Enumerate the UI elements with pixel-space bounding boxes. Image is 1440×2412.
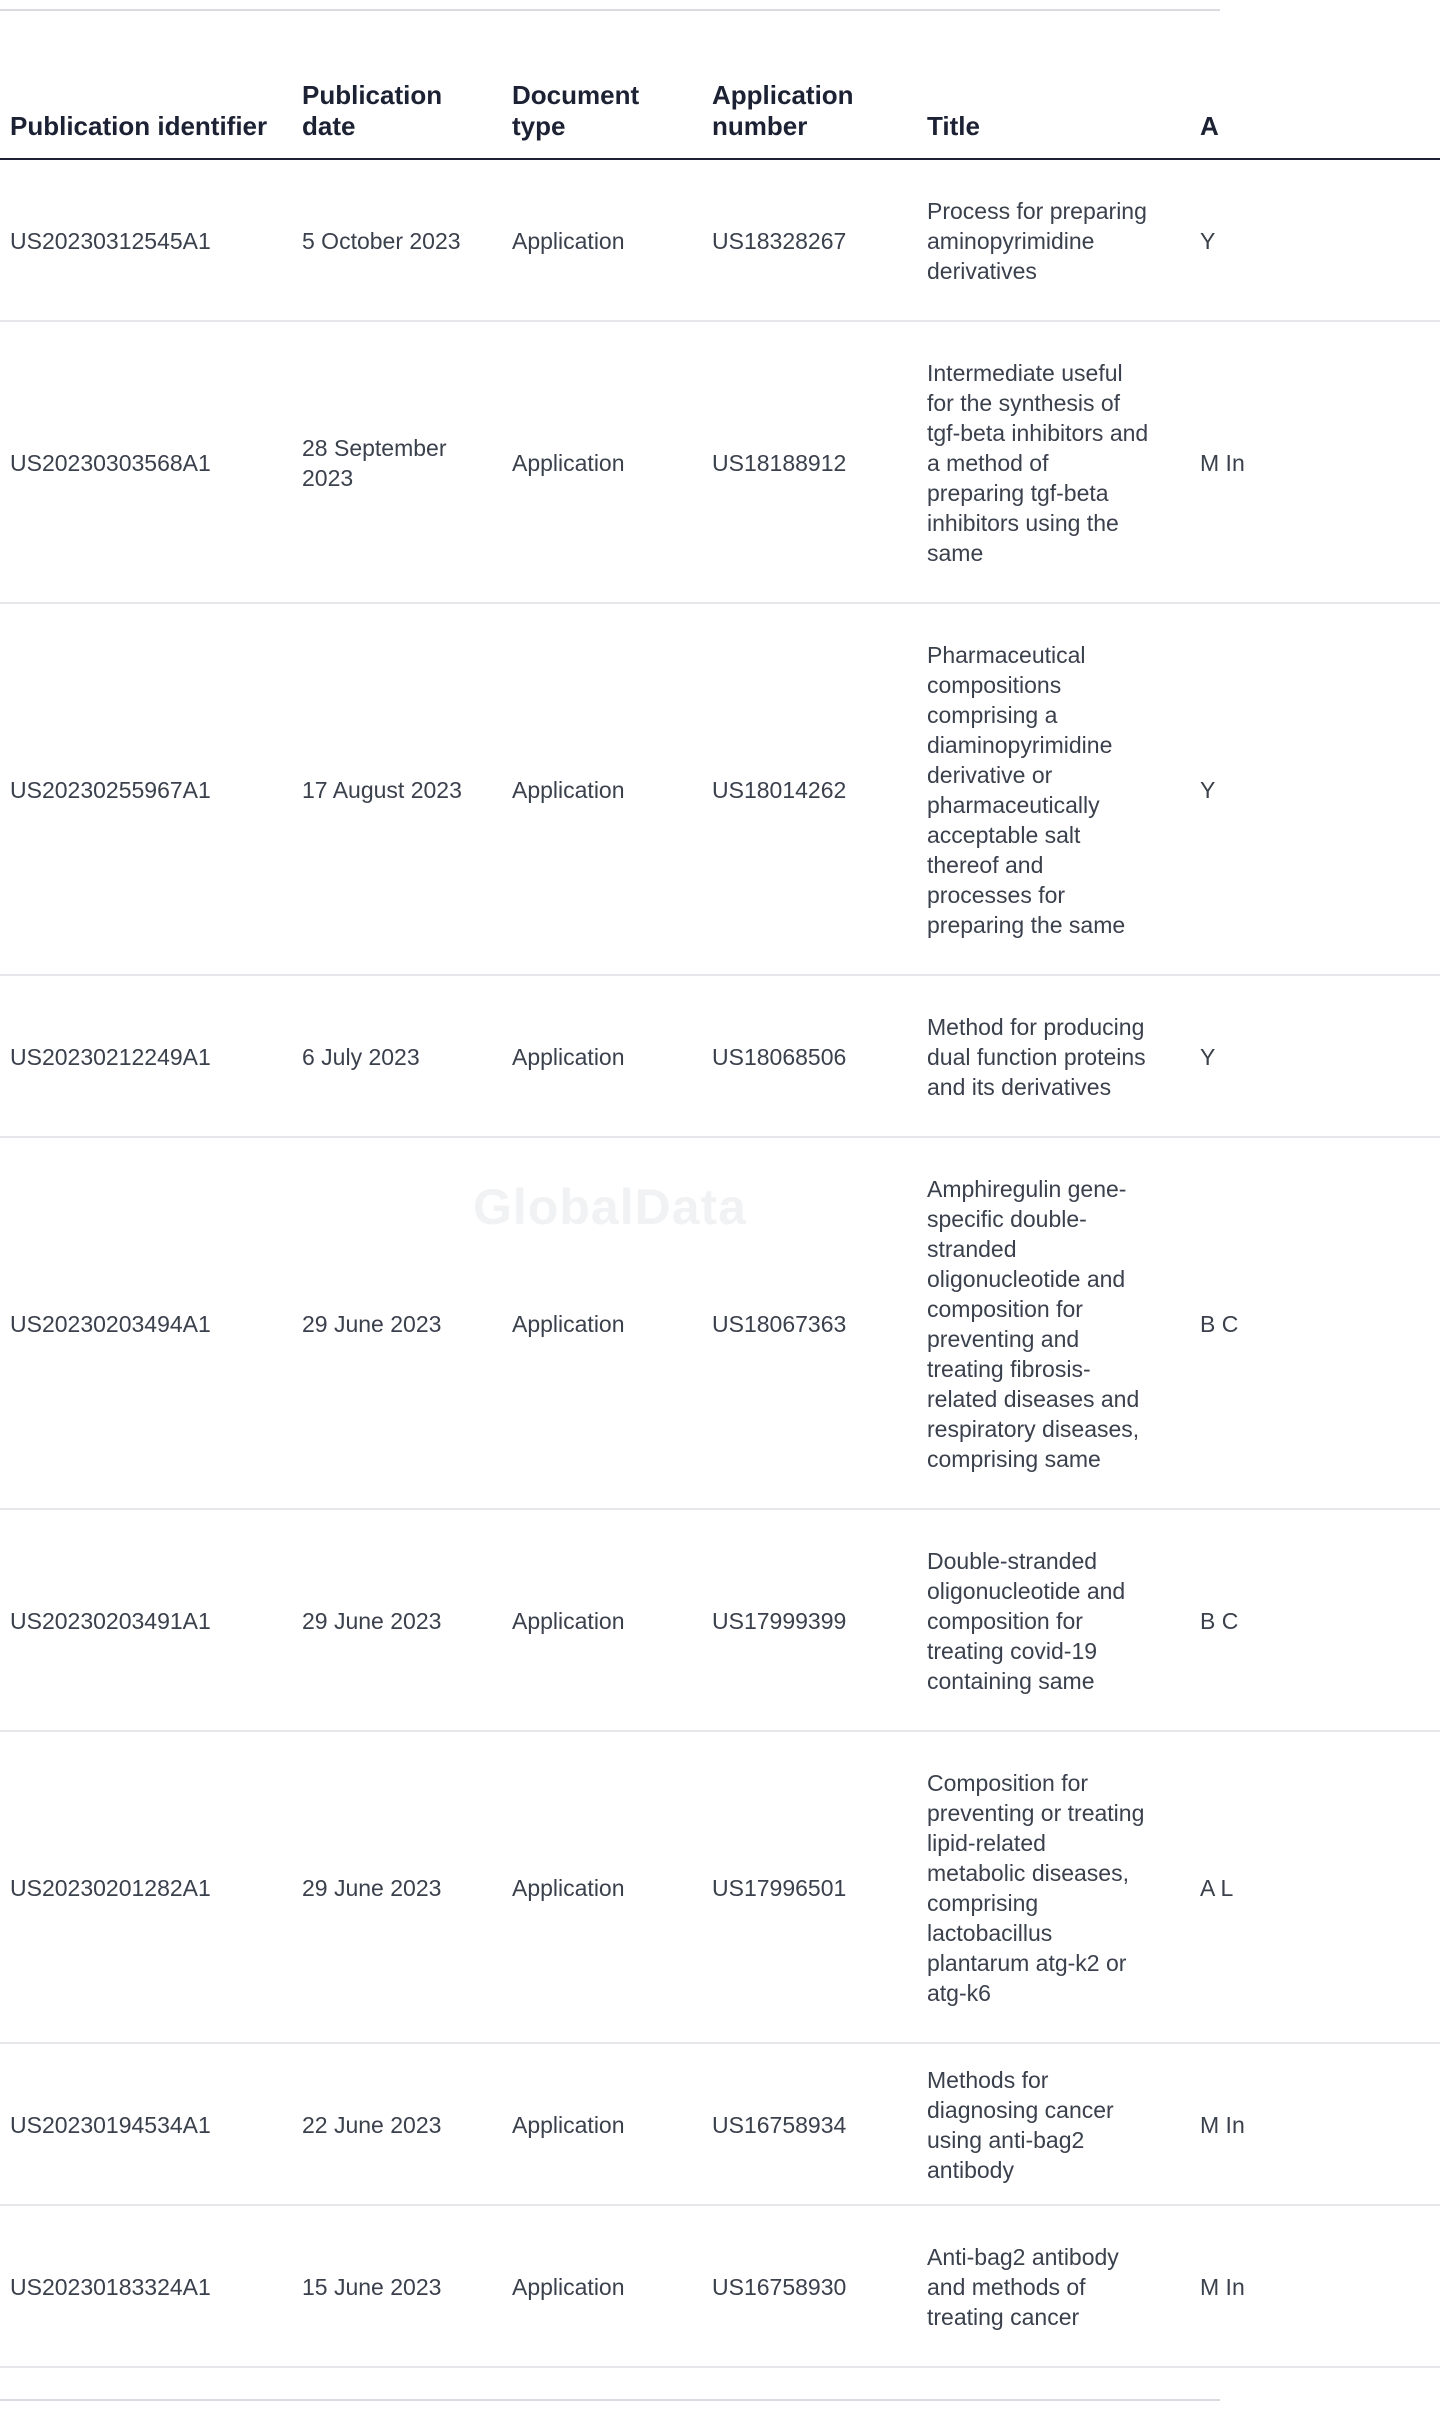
table-row <box>0 1137 1440 1509</box>
cell-truncated: M In <box>1190 2205 1440 2367</box>
cell-truncated: A L <box>1190 1731 1440 2043</box>
cell-truncated: M In <box>1190 321 1440 603</box>
cell-publication-date: 29 June 2023 <box>292 1731 502 2043</box>
cell-truncated: Y <box>1190 159 1440 321</box>
cell-document-type: Application <box>502 2205 702 2367</box>
cell-publication-identifier: US20230201282A1 <box>0 1731 292 2043</box>
cell-document-type: Application <box>502 975 702 1137</box>
header-title: Title <box>917 58 1190 159</box>
cell-publication-date: 17 August 2023 <box>292 603 502 975</box>
cell-publication-date: 15 June 2023 <box>292 2205 502 2367</box>
header-document-type: Document type <box>502 58 702 159</box>
cell-title: Methods for diagnosing cancer using anti-bag2 antibody <box>917 2043 1190 2205</box>
cell-publication-identifier: US20230303568A1 <box>0 321 292 603</box>
cell-document-type: Application <box>502 603 702 975</box>
cell-application-number: US18014262 <box>702 603 917 975</box>
cell-publication-identifier: US20230255967A1 <box>0 603 292 975</box>
cell-application-number: US18188912 <box>702 321 917 603</box>
cell-truncated: M In <box>1190 2043 1440 2205</box>
cell-publication-identifier: US20230183324A1 <box>0 2205 292 2367</box>
cell-truncated: Y <box>1190 603 1440 975</box>
table-header-row <box>0 58 1440 159</box>
cell-title: Pharmaceutical compositions comprising a diaminopyrimidine derivative or pharmaceutically acceptable salt thereof and processes for preparing the same <box>917 603 1190 975</box>
header-publication-date: Publication date <box>292 58 502 159</box>
cell-publication-date: 22 June 2023 <box>292 2043 502 2205</box>
cell-title: Amphiregulin gene-specific double-stranded oligonucleotide and composition for preventing and treating fibrosis-related diseases and respiratory diseases, comprising same <box>917 1137 1190 1509</box>
patents-table-container[interactable] <box>0 58 1245 2400</box>
cell-truncated: Y <box>1190 975 1440 1137</box>
cell-application-number: US18068506 <box>702 975 917 1137</box>
cell-document-type: Application <box>502 321 702 603</box>
cell-publication-date: 6 July 2023 <box>292 975 502 1137</box>
cell-title: Intermediate useful for the synthesis of tgf-beta inhibitors and a method of preparing tgf-beta inhibitors using the same <box>917 321 1190 603</box>
watermark: GlobalData <box>473 1179 747 1235</box>
cell-publication-identifier: US20230212249A1 <box>0 975 292 1137</box>
cell-truncated: B C <box>1190 1137 1440 1509</box>
cell-truncated: B C <box>1190 1509 1440 1731</box>
table-row <box>0 975 1440 1137</box>
header-application-number: Application number <box>702 58 917 159</box>
cell-application-number: US16758930 <box>702 2205 917 2367</box>
cell-publication-identifier: US20230312545A1 <box>0 159 292 321</box>
cell-publication-date: 5 October 2023 <box>292 159 502 321</box>
table-row <box>0 2043 1440 2205</box>
cell-title: Composition for preventing or treating lipid-related metabolic diseases, comprising lactobacillus plantarum atg-k2 or atg-k6 <box>917 1731 1190 2043</box>
table-row <box>0 2205 1440 2367</box>
cell-title: Process for preparing aminopyrimidine derivatives <box>917 159 1190 321</box>
cell-publication-date: 29 June 2023 <box>292 1509 502 1731</box>
cell-title: Anti-bag2 antibody and methods of treating cancer <box>917 2205 1190 2367</box>
cell-publication-identifier: US20230203494A1 <box>0 1137 292 1509</box>
cell-application-number: US16758934 <box>702 2043 917 2205</box>
table-row <box>0 159 1440 321</box>
header-truncated-column: A <box>1190 58 1440 159</box>
cell-title: Method for producing dual function proteins and its derivatives <box>917 975 1190 1137</box>
bottom-divider <box>0 2399 1220 2401</box>
cell-document-type: Application <box>502 1137 702 1509</box>
cell-document-type: Application <box>502 159 702 321</box>
cell-document-type: Application <box>502 1731 702 2043</box>
cell-publication-identifier: US20230194534A1 <box>0 2043 292 2205</box>
cell-publication-identifier: US20230203491A1 <box>0 1509 292 1731</box>
table-row <box>0 1509 1440 1731</box>
cell-document-type: Application <box>502 1509 702 1731</box>
cell-application-number: US18328267 <box>702 159 917 321</box>
patents-table <box>0 58 1440 2368</box>
cell-publication-date: 29 June 2023 <box>292 1137 502 1509</box>
header-publication-identifier: Publication identifier <box>0 58 292 159</box>
cell-application-number: US18067363 <box>702 1137 917 1509</box>
table-row <box>0 1731 1440 2043</box>
cell-application-number: US17999399 <box>702 1509 917 1731</box>
table-row <box>0 603 1440 975</box>
cell-application-number: US17996501 <box>702 1731 917 2043</box>
cell-document-type: Application <box>502 2043 702 2205</box>
cell-title: Double-stranded oligonucleotide and composition for treating covid-19 containing same <box>917 1509 1190 1731</box>
top-divider <box>0 0 1220 11</box>
cell-publication-date: 28 September 2023 <box>292 321 502 603</box>
table-row <box>0 321 1440 603</box>
